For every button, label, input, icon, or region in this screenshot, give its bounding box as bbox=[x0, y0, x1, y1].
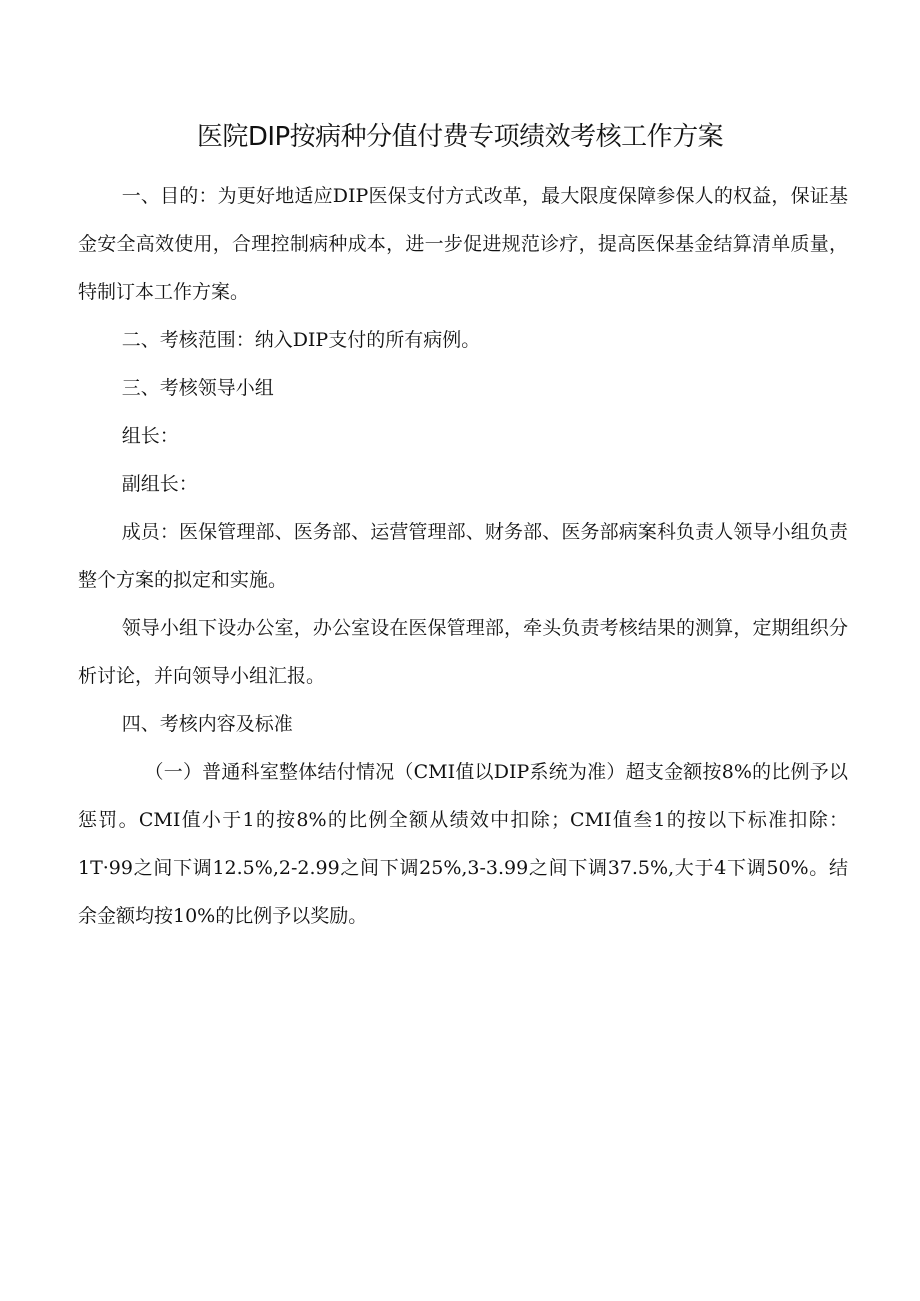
paragraph-office: 领导小组下设办公室，办公室设在医保管理部，牵头负责考核结果的测算，定期组织分析讨论，并向领导小组汇报。 bbox=[78, 617, 848, 687]
paragraph-leadership-heading: 三、考核领导小组 bbox=[121, 377, 274, 399]
document-body bbox=[78, 172, 848, 940]
paragraph-content-heading: 四、考核内容及标准 bbox=[121, 713, 293, 735]
paragraph-standard-one: （一）普通科室整体结付情况（CMI值以DIP系统为准）超支金额按8%的比例予以惩罚。CMI值小于1的按8%的比例全额从绩效中扣除；CMI值叁1的按以下标准扣除：1T·99之间下调12.5%,2-2.99之间下调25%,3-3.99之间下调37.5%,大于4下调50%。结余金额均按10%的比例予以奖励。 bbox=[78, 761, 848, 927]
paragraph-team-leader: 组长： bbox=[121, 425, 179, 447]
paragraph-members: 成员：医保管理部、医务部、运营管理部、财务部、医务部病案科负责人领导小组负责整个方案的拟定和实施。 bbox=[78, 521, 848, 591]
document-title: 医院DIP按病种分值付费专项绩效考核工作方案 bbox=[196, 122, 724, 152]
paragraph-purpose: 一、目的：为更好地适应DIP医保支付方式改革，最大限度保障参保人的权益，保证基金安全高效使用，合理控制病种成本，进一步促进规范诊疗，提高医保基金结算清单质量，特制订本工作方案。 bbox=[78, 185, 848, 303]
paragraph-scope: 二、考核范围：纳入DIP支付的所有病例。 bbox=[121, 329, 481, 351]
paragraph-deputy-leader: 副组长： bbox=[121, 473, 198, 495]
